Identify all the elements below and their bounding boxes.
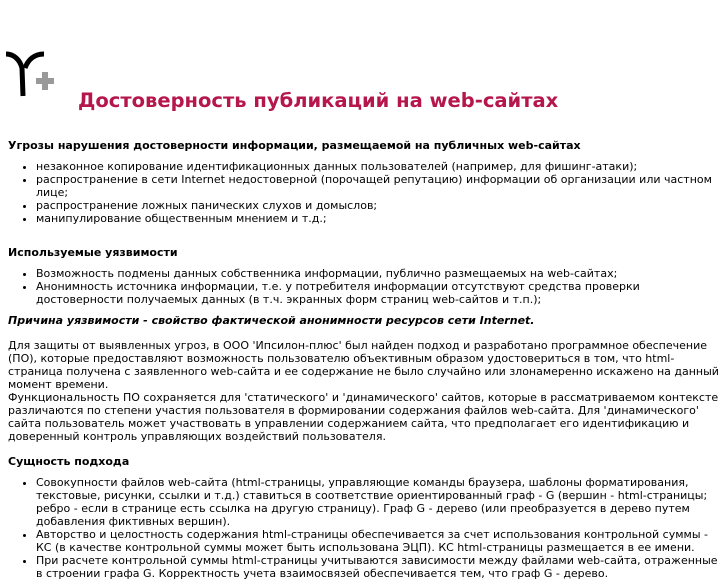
vulnerabilities-heading: Используемые уязвимости bbox=[8, 246, 178, 259]
vulnerability-cause: Причина уязвимости - свойство фактической анонимности ресурсов сети Internet. bbox=[8, 314, 535, 327]
list-item: • распространение в сети Internet недостоверной (порочащей репутацию) информации об организации или частном лице; bbox=[36, 173, 724, 199]
list-item: • распространение ложных панических слухов и домыслов; bbox=[36, 199, 724, 212]
description-paragraph-1: Для защиты от выявленных угроз, в ООО 'Ипсилон-плюс' был найден подход и разработано программное обеспечение (ПО), которые предоставляют возможность пользователю объективным образом удостовериться в том, что html-страница получена с заявленного web-сайта и ее содержание не было случайно или злонамеренно искажено на данный момент времени. bbox=[8, 339, 719, 391]
list-item: • незаконное копирование идентификационных данных пользователей (например, для фишинг-атаки); bbox=[36, 160, 724, 173]
list-item: • манипулирование общественным мнением и т.д.; bbox=[36, 212, 724, 225]
threats-list bbox=[8, 160, 724, 225]
page-title: Достоверность публикаций на web-сайтах bbox=[78, 89, 559, 112]
list-item: • При расчете контрольной суммы html-страницы учитываются зависимости между файлами web-сайта, отраженные в строении графа G. Корректность учета взаимосвязей обеспечивается тем, что граф G - дерево. bbox=[36, 554, 724, 580]
list-item: • Авторство и целостность содержания html-страницы обеспечивается за счет использования контрольной суммы - КС (в качестве контрольной суммы может быть использована ЭЦП). КС html-страницы размещается в ее имени. bbox=[36, 528, 724, 554]
vulnerabilities-list bbox=[8, 267, 724, 306]
essence-heading: Сущность подхода bbox=[8, 455, 130, 468]
list-item: • Возможность подмены данных собственника информации, публично размещаемых на web-сайтах; bbox=[36, 267, 724, 280]
essence-list bbox=[8, 476, 724, 580]
company-logo bbox=[4, 50, 58, 98]
main-content bbox=[8, 139, 724, 580]
list-item: • Совокупности файлов web-сайта (html-страницы, управляющие команды браузера, шаблоны форматирования, текстовые, рисунки, ссылки и т.д.) ставиться в соответствие ориентированный граф - G (вершин - html-страницы; ребро - если в странице есть ссылка на другую страницу). Граф G - дерево (или преобразуется в дерево путем добавления фиктивных вершин). bbox=[36, 476, 724, 528]
description-paragraph-2: Функциональность ПО сохраняется для 'статического' и 'динамического' сайтов, которые в рассматриваемом контексте различаются по степени участия пользователя в формировании содержания файлов web-сайта. Для 'динамического' сайта пользователь может участвовать в управлении содержанием сайта, что предполагает его идентификацию и доверенный контроль управляющих воздействий пользователя. bbox=[8, 391, 719, 443]
list-item: • Анонимность источника информации, т.е. у потребителя информации отсутствуют средства проверки достоверности получаемых данных (в т.ч. экранных форм страниц web-сайтов и т.п.); bbox=[36, 280, 724, 306]
threats-heading: Угрозы нарушения достоверности информации, размещаемой на публичных web-сайтах bbox=[8, 139, 581, 152]
